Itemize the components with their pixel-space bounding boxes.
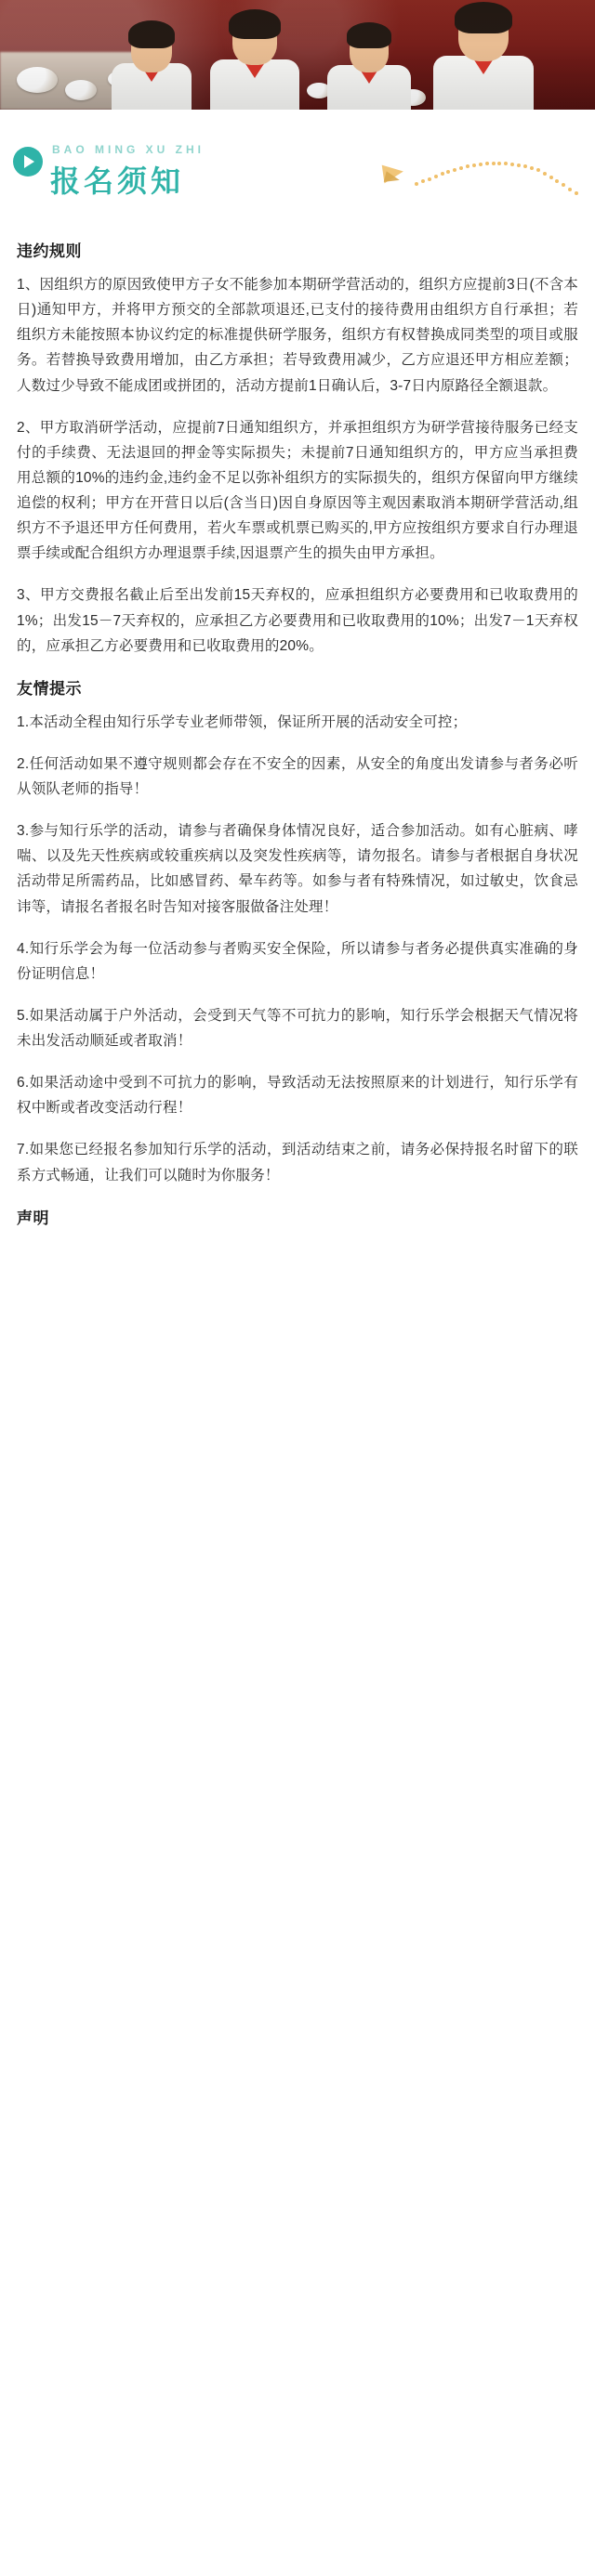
decoration-group bbox=[383, 154, 578, 201]
paragraph: 6.如果活动途中受到不可抗力的影响，导致活动无法按照原来的计划进行，知行乐学有权中断或者改变活动行程！ bbox=[17, 1075, 578, 1117]
paragraph: 2.任何活动如果不遵守规则都会存在不安全的因素，从安全的角度出发请参与者务必听从领队老师的指导！ bbox=[17, 755, 578, 797]
paragraph: 1.本活动全程由知行乐学专业老师带领，保证所开展的活动安全可控； bbox=[17, 713, 468, 730]
page-title: 报名须知 bbox=[50, 163, 185, 199]
title-block bbox=[0, 110, 595, 219]
dotted-trail-icon bbox=[415, 158, 578, 197]
play-icon bbox=[13, 147, 43, 177]
paragraph: 7.如果您已经报名参加知行乐学的活动，到活动结束之前，请务必保持报名时留下的联系方式畅通，让我们可以随时为你服务！ bbox=[17, 1142, 578, 1183]
photo-overlay bbox=[0, 0, 595, 110]
section-heading-statement: 声明 bbox=[17, 1209, 49, 1227]
section-heading-friendly-tips: 友情提示 bbox=[17, 679, 82, 698]
paragraph: 3.参与知行乐学的活动，请参与者确保身体情况良好，适合参加活动。如有心脏病、哮喘、以及先天性疾病或较重疾病以及突发性疾病等，请勿报名。请参与者根据自身状况活动带足所需药品，比如感冒药、晕车药等。如参与者有特殊情况，如过敏史，饮食忌讳等，请报名者报名时告知对接客服做备注处理！ bbox=[17, 823, 578, 915]
paragraph: 3、甲方交费报名截止后至出发前15天弃权的，应承担组织方必要费用和已收取费用的1%；出发15－7天弃权的，应承担乙方必要费用和已收取费用的10%；出发7－1天弃权的，应承担乙方必要费用和已收取费用的20%。 bbox=[17, 587, 578, 654]
paragraph: 4.知行乐学会为每一位活动参与者购买安全保险，所以请参与者务必提供真实准确的身份证明信息！ bbox=[17, 940, 578, 982]
paper-plane-icon bbox=[384, 171, 401, 186]
section-heading-violation-rules: 违约规则 bbox=[17, 242, 82, 260]
paragraph: 1、因组织方的原因致使甲方子女不能参加本期研学营活动的，组织方应提前3日(不含本日)通知甲方，并将甲方预交的全部款项退还,已支付的接待费用由组织方自行承担；若组织方未能按照本协议约定的标准提供研学服务，组织方有权替换成同类型的项目或服务。若替换导致费用增加，由乙方承担；若导致费用减少，乙方应退还甲方相应差额；人数过少导致不能成团或拼团的，活动方提前1日确认后，3-7日内原路径全额退款。 bbox=[17, 277, 578, 394]
title-pinyin: BAO MING XU ZHI bbox=[52, 143, 205, 156]
article-content bbox=[0, 219, 595, 1263]
paragraph: 2、甲方取消研学活动，应提前7日通知组织方，并承担组织方为研学营接待服务已经支付的手续费、无法退回的押金等实际损失；未提前7日通知组织方的，甲方应当承担费用总额的10%的违约金,违约金不足以弥补组织方的实际损失的，组织方保留向甲方继续追偿的权利；甲方在开营日以后(含当日)因自身原因等主观因素取消本期研学营活动,组织方不予退还甲方任何费用，若火车票或机票已购买的,甲方应按组织方要求自行办理退票手续或配合组织方办理退票手续,因退票产生的损失由甲方承担。 bbox=[17, 419, 578, 562]
hero-photo-banner bbox=[0, 0, 595, 110]
paragraph: 5.如果活动属于户外活动，会受到天气等不可抗力的影响，知行乐学会根据天气情况将未出发活动顺延或者取消！ bbox=[17, 1007, 578, 1049]
